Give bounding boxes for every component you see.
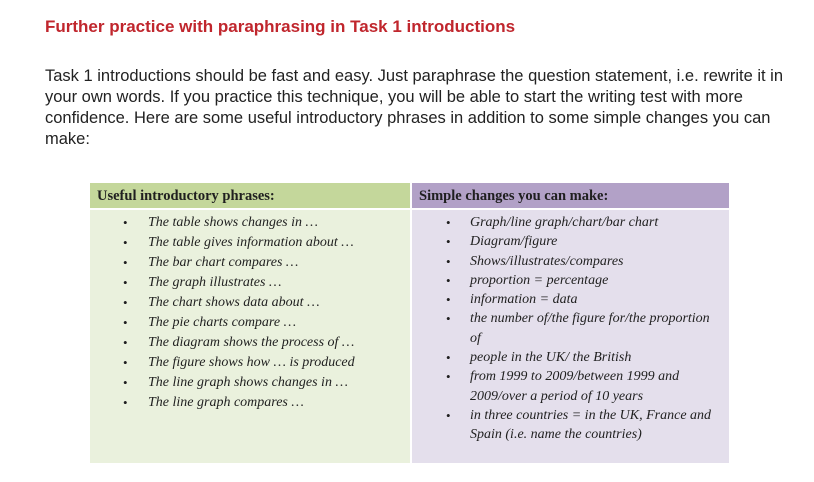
simple-changes-header: Simple changes you can make: [412, 183, 729, 210]
bullet-icon: • [446, 311, 451, 327]
list-item-text: Diagram/figure [470, 234, 558, 250]
list-item-text: The graph illustrates … [148, 275, 282, 290]
list-item [90, 313, 410, 333]
list-item [90, 213, 410, 233]
list-item-text: The table shows changes in … [148, 215, 318, 230]
bullet-icon: • [123, 395, 128, 410]
list-item [412, 348, 729, 367]
list-item-text: The line graph compares … [148, 395, 304, 410]
simple-changes-column [412, 183, 729, 463]
bullet-icon: • [123, 375, 128, 390]
bullet-icon: • [446, 272, 451, 288]
list-item [412, 271, 729, 290]
bullet-icon: • [446, 369, 451, 385]
bullet-icon: • [446, 407, 451, 423]
list-item-text: The line graph shows changes in … [148, 375, 348, 390]
bullet-icon: • [446, 253, 451, 269]
list-item-text: The table gives information about … [148, 235, 354, 250]
list-item-text: the number of/the figure for/the proportion of [470, 311, 710, 346]
bullet-icon: • [446, 215, 451, 230]
bullet-icon: • [123, 315, 128, 330]
list-item [90, 333, 410, 353]
list-item-text: people in the UK/ the British [470, 350, 632, 366]
list-item-text: The bar chart compares … [148, 255, 299, 270]
list-item [90, 233, 410, 253]
list-item-text: proportion = percentage [470, 272, 609, 288]
introductory-phrases-list [90, 210, 410, 413]
list-item [412, 213, 729, 232]
list-item-text: in three countries = in the UK, France and Spain (i.e. name the countries) [470, 407, 712, 443]
list-item [90, 273, 410, 293]
bullet-icon: • [446, 234, 451, 250]
list-item-text: The chart shows data about … [148, 295, 320, 310]
introductory-phrases-header: Useful introductory phrases: [90, 183, 410, 210]
list-item [90, 293, 410, 313]
list-item-text: Graph/line graph/chart/bar chart [470, 215, 659, 230]
bullet-icon: • [123, 355, 128, 370]
list-item [412, 290, 729, 309]
intro-paragraph: Task 1 introductions should be fast and easy. Just paraphrase the question statement, i.e. rewrite it in your own words. If you practice this technique, you will be able to start the writing test with more confidence. Here are some useful introductory phrases in addition to some simple changes you can make: [45, 67, 784, 148]
list-item [90, 353, 410, 373]
bullet-icon: • [446, 292, 451, 308]
list-item [90, 253, 410, 273]
list-item [412, 309, 729, 348]
bullet-icon: • [123, 295, 128, 310]
list-item-text: Shows/illustrates/compares [470, 253, 624, 269]
bullet-icon: • [123, 235, 128, 250]
list-item-text: from 1999 to 2009/between 1999 and 2009/over a period of 10 years [470, 369, 680, 404]
introductory-phrases-column [90, 183, 412, 463]
list-item [90, 393, 410, 413]
list-item [412, 232, 729, 251]
list-item-text: The figure shows how … is produced [148, 355, 355, 370]
bullet-icon: • [123, 215, 128, 230]
bullet-icon: • [123, 335, 128, 350]
bullet-icon: • [123, 275, 128, 290]
list-item-text: The diagram shows the process of … [148, 335, 355, 350]
list-item [90, 373, 410, 393]
list-item-text: information = data [470, 292, 578, 308]
list-item [412, 367, 729, 406]
phrases-table [90, 183, 729, 463]
bullet-icon: • [123, 255, 128, 270]
page-heading: Further practice with paraphrasing in Task 1 introductions [45, 17, 516, 36]
list-item [412, 406, 729, 445]
bullet-icon: • [446, 350, 451, 366]
list-item [412, 252, 729, 271]
list-item-text: The pie charts compare … [148, 315, 297, 330]
simple-changes-list [412, 210, 729, 445]
